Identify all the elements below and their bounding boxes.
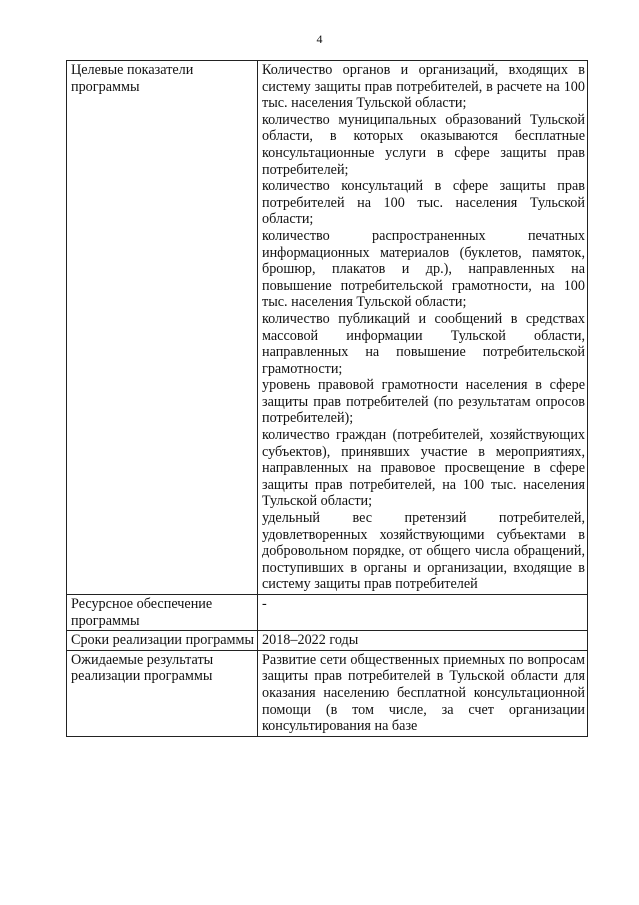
result-item: Развитие сети общественных приемных по вопросам защиты прав потребителей в Тульской области для оказания населению бесплатной консультационной помощи (в том числе, за счет организации консультирования на базе — [262, 651, 585, 735]
page-number: 4 — [316, 32, 323, 46]
row-content — [258, 595, 588, 631]
indicator-item: количество граждан (потребителей, хозяйствующих субъектов), принявших участие в мероприятиях, направленных на правовое просвещение в сфере защиты прав потребителей, на 100 тыс. населения Тульской области; — [262, 427, 585, 510]
row-label: Ожидаемые результаты реализации программы — [67, 650, 258, 736]
timeframe-value: 2018–2022 годы — [262, 632, 359, 649]
indicator-item: количество муниципальных образований Тульской области, в которых оказываются бесплатные консультационные услуги в сфере защиты прав потребителей; — [262, 111, 585, 178]
indicator-item: удельный вес претензий потребителей, удовлетворенных хозяйствующими субъектами в добровольном порядке, от общего числа обращений, поступивших в органы и организации, входящие в систему защиты прав потребителей — [262, 510, 585, 593]
row-content — [258, 631, 588, 651]
program-passport-table — [66, 60, 588, 737]
row-content — [258, 61, 588, 595]
indicator-item: количество публикаций и сообщений в средствах массовой информации Тульской области, направленных на повышение потребительской грамотности; — [262, 310, 585, 377]
table-row-resources — [67, 595, 588, 631]
indicator-item: количество распространенных печатных информационных материалов (буклетов, памяток, брошюр, плакатов и др.), направленных на повышение потребительской грамотности, на 100 тыс. населения Тульской области; — [262, 227, 585, 311]
table-row-target-indicators — [67, 61, 588, 595]
row-content — [258, 650, 588, 736]
row-label: Сроки реализации программы — [67, 631, 258, 651]
table-row-timeframe — [67, 631, 588, 651]
indicator-item: Количество органов и организаций, входящих в систему защиты прав потребителей, в расчете на 100 тыс. населения Тульской области; — [262, 62, 585, 112]
indicator-item: количество консультаций в сфере защиты прав потребителей на 100 тыс. населения Тульской области; — [262, 178, 585, 228]
row-label: Целевые показатели программы — [67, 61, 258, 595]
row-label: Ресурсное обеспечение программы — [67, 595, 258, 631]
resource-value: - — [262, 596, 267, 612]
indicator-item: уровень правовой грамотности населения в сфере защиты прав потребителей (по результатам опросов потребителей); — [262, 377, 585, 427]
table-row-expected-results — [67, 650, 588, 736]
